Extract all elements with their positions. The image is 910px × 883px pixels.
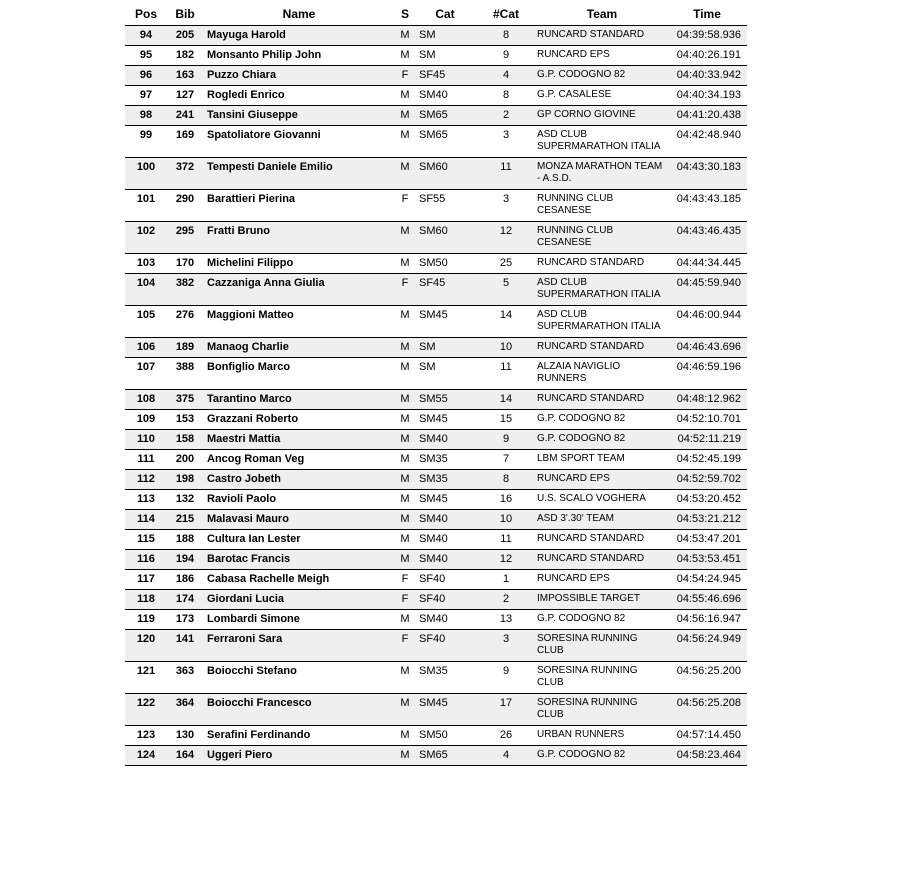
cell-sex: M <box>395 430 415 450</box>
table-row <box>125 662 747 694</box>
cell-bib: 189 <box>167 338 203 358</box>
cell-sex: M <box>395 746 415 766</box>
cell-bib: 170 <box>167 254 203 274</box>
cell-ncat: 11 <box>475 158 537 190</box>
cell-bib: 182 <box>167 46 203 66</box>
cell-time: 04:55:46.696 <box>667 590 747 610</box>
cell-pos: 115 <box>125 530 167 550</box>
cell-time: 04:48:12.962 <box>667 390 747 410</box>
cell-bib: 215 <box>167 510 203 530</box>
cell-pos: 98 <box>125 106 167 126</box>
cell-bib: 174 <box>167 590 203 610</box>
cell-ncat: 10 <box>475 338 537 358</box>
cell-team: GP CORNO GIOVINE <box>537 106 667 126</box>
cell-bib: 295 <box>167 222 203 254</box>
cell-cat: SM60 <box>415 222 475 254</box>
cell-bib: 130 <box>167 726 203 746</box>
cell-pos: 103 <box>125 254 167 274</box>
cell-ncat: 2 <box>475 590 537 610</box>
table-row <box>125 530 747 550</box>
cell-pos: 105 <box>125 306 167 338</box>
cell-team: RUNNING CLUB CESANESE <box>537 190 667 222</box>
cell-pos: 114 <box>125 510 167 530</box>
cell-name: Castro Jobeth <box>203 470 395 490</box>
cell-team: RUNCARD STANDARD <box>537 530 667 550</box>
cell-name: Ferraroni Sara <box>203 630 395 662</box>
cell-cat: SM55 <box>415 390 475 410</box>
cell-bib: 372 <box>167 158 203 190</box>
cell-team: G.P. CODOGNO 82 <box>537 66 667 86</box>
cell-ncat: 15 <box>475 410 537 430</box>
cell-time: 04:53:47.201 <box>667 530 747 550</box>
table-row <box>125 410 747 430</box>
cell-team: RUNCARD EPS <box>537 470 667 490</box>
table-row <box>125 390 747 410</box>
header-name: Name <box>203 3 395 26</box>
cell-name: Tarantino Marco <box>203 390 395 410</box>
cell-bib: 186 <box>167 570 203 590</box>
cell-team: RUNCARD STANDARD <box>537 26 667 46</box>
cell-ncat: 8 <box>475 86 537 106</box>
cell-sex: M <box>395 470 415 490</box>
cell-time: 04:41:20.438 <box>667 106 747 126</box>
cell-name: Mayuga Harold <box>203 26 395 46</box>
cell-sex: F <box>395 66 415 86</box>
cell-cat: SM35 <box>415 662 475 694</box>
results-sheet <box>125 3 747 766</box>
cell-pos: 119 <box>125 610 167 630</box>
cell-time: 04:58:23.464 <box>667 746 747 766</box>
cell-sex: M <box>395 106 415 126</box>
cell-sex: M <box>395 390 415 410</box>
table-row <box>125 26 747 46</box>
table-row <box>125 694 747 726</box>
cell-cat: SM45 <box>415 410 475 430</box>
cell-time: 04:43:43.185 <box>667 190 747 222</box>
cell-bib: 205 <box>167 26 203 46</box>
cell-sex: M <box>395 126 415 158</box>
cell-ncat: 11 <box>475 358 537 390</box>
cell-pos: 113 <box>125 490 167 510</box>
cell-ncat: 8 <box>475 26 537 46</box>
cell-name: Spatoliatore Giovanni <box>203 126 395 158</box>
cell-pos: 95 <box>125 46 167 66</box>
cell-pos: 120 <box>125 630 167 662</box>
table-row <box>125 222 747 254</box>
cell-pos: 124 <box>125 746 167 766</box>
cell-name: Ravioli Paolo <box>203 490 395 510</box>
cell-ncat: 1 <box>475 570 537 590</box>
table-row <box>125 86 747 106</box>
cell-sex: M <box>395 86 415 106</box>
cell-team: ASD 3'.30' TEAM <box>537 510 667 530</box>
cell-bib: 194 <box>167 550 203 570</box>
header-pos: Pos <box>125 3 167 26</box>
cell-bib: 169 <box>167 126 203 158</box>
cell-bib: 382 <box>167 274 203 306</box>
cell-name: Uggeri Piero <box>203 746 395 766</box>
cell-cat: SM40 <box>415 610 475 630</box>
cell-cat: SM50 <box>415 726 475 746</box>
cell-cat: SM40 <box>415 530 475 550</box>
cell-bib: 276 <box>167 306 203 338</box>
cell-name: Boiocchi Stefano <box>203 662 395 694</box>
cell-sex: F <box>395 274 415 306</box>
cell-pos: 106 <box>125 338 167 358</box>
cell-bib: 198 <box>167 470 203 490</box>
cell-name: Michelini Filippo <box>203 254 395 274</box>
cell-team: G.P. CODOGNO 82 <box>537 610 667 630</box>
table-row <box>125 158 747 190</box>
cell-ncat: 7 <box>475 450 537 470</box>
header-bib: Bib <box>167 3 203 26</box>
cell-time: 04:53:21.212 <box>667 510 747 530</box>
cell-time: 04:46:43.696 <box>667 338 747 358</box>
cell-team: IMPOSSIBLE TARGET <box>537 590 667 610</box>
cell-team: G.P. CODOGNO 82 <box>537 410 667 430</box>
cell-cat: SM65 <box>415 746 475 766</box>
cell-team: ASD CLUB SUPERMARATHON ITALIA <box>537 126 667 158</box>
cell-bib: 163 <box>167 66 203 86</box>
cell-time: 04:45:59.940 <box>667 274 747 306</box>
cell-sex: M <box>395 510 415 530</box>
cell-ncat: 3 <box>475 630 537 662</box>
cell-team: RUNCARD EPS <box>537 46 667 66</box>
cell-ncat: 14 <box>475 306 537 338</box>
table-row <box>125 306 747 338</box>
cell-sex: M <box>395 410 415 430</box>
cell-sex: M <box>395 338 415 358</box>
cell-name: Bonfiglio Marco <box>203 358 395 390</box>
header-team: Team <box>537 3 667 26</box>
cell-pos: 104 <box>125 274 167 306</box>
cell-name: Fratti Bruno <box>203 222 395 254</box>
table-row <box>125 358 747 390</box>
cell-sex: M <box>395 450 415 470</box>
cell-time: 04:56:25.208 <box>667 694 747 726</box>
cell-sex: M <box>395 530 415 550</box>
cell-pos: 108 <box>125 390 167 410</box>
cell-team: RUNCARD STANDARD <box>537 550 667 570</box>
header-cat: Cat <box>415 3 475 26</box>
cell-sex: F <box>395 630 415 662</box>
cell-ncat: 26 <box>475 726 537 746</box>
cell-bib: 388 <box>167 358 203 390</box>
cell-time: 04:52:10.701 <box>667 410 747 430</box>
cell-team: SORESINA RUNNING CLUB <box>537 630 667 662</box>
cell-ncat: 25 <box>475 254 537 274</box>
cell-ncat: 9 <box>475 430 537 450</box>
cell-cat: SM <box>415 46 475 66</box>
cell-name: Tansini Giuseppe <box>203 106 395 126</box>
cell-name: Maggioni Matteo <box>203 306 395 338</box>
table-row <box>125 106 747 126</box>
cell-time: 04:56:16.947 <box>667 610 747 630</box>
cell-ncat: 10 <box>475 510 537 530</box>
cell-pos: 102 <box>125 222 167 254</box>
cell-cat: SM35 <box>415 470 475 490</box>
cell-cat: SM <box>415 338 475 358</box>
cell-pos: 110 <box>125 430 167 450</box>
cell-ncat: 3 <box>475 126 537 158</box>
cell-cat: SM35 <box>415 450 475 470</box>
cell-ncat: 3 <box>475 190 537 222</box>
cell-cat: SM <box>415 358 475 390</box>
cell-cat: SM40 <box>415 550 475 570</box>
cell-team: LBM SPORT TEAM <box>537 450 667 470</box>
cell-bib: 375 <box>167 390 203 410</box>
cell-ncat: 2 <box>475 106 537 126</box>
cell-cat: SM65 <box>415 126 475 158</box>
table-row <box>125 590 747 610</box>
cell-sex: M <box>395 726 415 746</box>
cell-bib: 241 <box>167 106 203 126</box>
cell-cat: SF40 <box>415 570 475 590</box>
cell-bib: 290 <box>167 190 203 222</box>
cell-pos: 109 <box>125 410 167 430</box>
table-body <box>125 26 747 766</box>
cell-pos: 118 <box>125 590 167 610</box>
table-header <box>125 3 747 26</box>
cell-sex: M <box>395 222 415 254</box>
cell-bib: 188 <box>167 530 203 550</box>
table-row <box>125 726 747 746</box>
cell-bib: 173 <box>167 610 203 630</box>
cell-sex: F <box>395 570 415 590</box>
table-row <box>125 450 747 470</box>
cell-ncat: 4 <box>475 746 537 766</box>
cell-sex: M <box>395 662 415 694</box>
cell-time: 04:40:33.942 <box>667 66 747 86</box>
cell-cat: SF40 <box>415 590 475 610</box>
cell-name: Malavasi Mauro <box>203 510 395 530</box>
table-row <box>125 746 747 766</box>
cell-bib: 141 <box>167 630 203 662</box>
cell-team: RUNNING CLUB CESANESE <box>537 222 667 254</box>
table-row <box>125 510 747 530</box>
cell-bib: 200 <box>167 450 203 470</box>
cell-ncat: 14 <box>475 390 537 410</box>
cell-sex: F <box>395 190 415 222</box>
cell-name: Cultura Ian Lester <box>203 530 395 550</box>
cell-sex: M <box>395 254 415 274</box>
cell-name: Puzzo Chiara <box>203 66 395 86</box>
header-sex: S <box>395 3 415 26</box>
cell-pos: 117 <box>125 570 167 590</box>
header-row <box>125 3 747 26</box>
table-row <box>125 126 747 158</box>
cell-pos: 99 <box>125 126 167 158</box>
table-row <box>125 338 747 358</box>
cell-bib: 132 <box>167 490 203 510</box>
cell-cat: SM <box>415 26 475 46</box>
cell-team: U.S. SCALO VOGHERA <box>537 490 667 510</box>
header-ncat: #Cat <box>475 3 537 26</box>
cell-cat: SM45 <box>415 694 475 726</box>
cell-cat: SF40 <box>415 630 475 662</box>
table-row <box>125 610 747 630</box>
cell-pos: 100 <box>125 158 167 190</box>
cell-time: 04:40:26.191 <box>667 46 747 66</box>
cell-cat: SM60 <box>415 158 475 190</box>
cell-ncat: 11 <box>475 530 537 550</box>
table-row <box>125 570 747 590</box>
cell-bib: 153 <box>167 410 203 430</box>
cell-name: Barotac Francis <box>203 550 395 570</box>
cell-cat: SM50 <box>415 254 475 274</box>
table-row <box>125 190 747 222</box>
cell-team: G.P. CODOGNO 82 <box>537 430 667 450</box>
cell-name: Maestri Mattia <box>203 430 395 450</box>
cell-team: URBAN RUNNERS <box>537 726 667 746</box>
table-row <box>125 274 747 306</box>
cell-ncat: 9 <box>475 662 537 694</box>
table-row <box>125 66 747 86</box>
cell-name: Giordani Lucia <box>203 590 395 610</box>
cell-sex: M <box>395 550 415 570</box>
cell-time: 04:52:45.199 <box>667 450 747 470</box>
cell-team: MONZA MARATHON TEAM - A.S.D. <box>537 158 667 190</box>
cell-sex: M <box>395 694 415 726</box>
cell-time: 04:53:20.452 <box>667 490 747 510</box>
cell-pos: 107 <box>125 358 167 390</box>
cell-sex: M <box>395 358 415 390</box>
cell-time: 04:46:00.944 <box>667 306 747 338</box>
cell-name: Cabasa Rachelle Meigh <box>203 570 395 590</box>
cell-bib: 158 <box>167 430 203 450</box>
table-row <box>125 630 747 662</box>
cell-team: RUNCARD STANDARD <box>537 254 667 274</box>
cell-ncat: 5 <box>475 274 537 306</box>
cell-sex: M <box>395 46 415 66</box>
cell-time: 04:56:25.200 <box>667 662 747 694</box>
cell-bib: 127 <box>167 86 203 106</box>
cell-pos: 112 <box>125 470 167 490</box>
cell-team: SORESINA RUNNING CLUB <box>537 694 667 726</box>
cell-sex: M <box>395 306 415 338</box>
cell-time: 04:43:46.435 <box>667 222 747 254</box>
cell-pos: 111 <box>125 450 167 470</box>
cell-time: 04:44:34.445 <box>667 254 747 274</box>
cell-sex: M <box>395 490 415 510</box>
cell-name: Lombardi Simone <box>203 610 395 630</box>
cell-ncat: 12 <box>475 550 537 570</box>
cell-cat: SF45 <box>415 274 475 306</box>
cell-team: ALZAIA NAVIGLIO RUNNERS <box>537 358 667 390</box>
cell-pos: 121 <box>125 662 167 694</box>
cell-name: Cazzaniga Anna Giulia <box>203 274 395 306</box>
results-table <box>125 3 747 766</box>
cell-time: 04:52:11.219 <box>667 430 747 450</box>
cell-pos: 96 <box>125 66 167 86</box>
cell-pos: 97 <box>125 86 167 106</box>
cell-team: SORESINA RUNNING CLUB <box>537 662 667 694</box>
cell-cat: SM45 <box>415 306 475 338</box>
table-row <box>125 430 747 450</box>
table-row <box>125 490 747 510</box>
cell-team: G.P. CODOGNO 82 <box>537 746 667 766</box>
cell-pos: 94 <box>125 26 167 46</box>
cell-time: 04:52:59.702 <box>667 470 747 490</box>
cell-team: G.P. CASALESE <box>537 86 667 106</box>
cell-time: 04:46:59.196 <box>667 358 747 390</box>
table-row <box>125 550 747 570</box>
cell-name: Ancog Roman Veg <box>203 450 395 470</box>
cell-pos: 116 <box>125 550 167 570</box>
cell-ncat: 16 <box>475 490 537 510</box>
cell-ncat: 13 <box>475 610 537 630</box>
cell-name: Barattieri Pierina <box>203 190 395 222</box>
cell-time: 04:43:30.183 <box>667 158 747 190</box>
cell-pos: 101 <box>125 190 167 222</box>
cell-team: ASD CLUB SUPERMARATHON ITALIA <box>537 274 667 306</box>
table-row <box>125 470 747 490</box>
cell-sex: F <box>395 590 415 610</box>
cell-name: Manaog Charlie <box>203 338 395 358</box>
cell-team: RUNCARD STANDARD <box>537 390 667 410</box>
table-row <box>125 254 747 274</box>
cell-ncat: 17 <box>475 694 537 726</box>
cell-name: Serafini Ferdinando <box>203 726 395 746</box>
cell-bib: 363 <box>167 662 203 694</box>
cell-name: Boiocchi Francesco <box>203 694 395 726</box>
cell-pos: 122 <box>125 694 167 726</box>
cell-name: Monsanto Philip John <box>203 46 395 66</box>
cell-time: 04:40:34.193 <box>667 86 747 106</box>
cell-name: Grazzani Roberto <box>203 410 395 430</box>
cell-cat: SF45 <box>415 66 475 86</box>
cell-team: RUNCARD STANDARD <box>537 338 667 358</box>
cell-time: 04:56:24.949 <box>667 630 747 662</box>
cell-cat: SM40 <box>415 430 475 450</box>
header-time: Time <box>667 3 747 26</box>
cell-ncat: 9 <box>475 46 537 66</box>
cell-bib: 364 <box>167 694 203 726</box>
cell-team: RUNCARD EPS <box>537 570 667 590</box>
cell-time: 04:42:48.940 <box>667 126 747 158</box>
cell-time: 04:39:58.936 <box>667 26 747 46</box>
cell-cat: SM45 <box>415 490 475 510</box>
cell-cat: SM40 <box>415 510 475 530</box>
cell-cat: SF55 <box>415 190 475 222</box>
cell-time: 04:54:24.945 <box>667 570 747 590</box>
cell-time: 04:53:53.451 <box>667 550 747 570</box>
cell-cat: SM65 <box>415 106 475 126</box>
cell-sex: M <box>395 26 415 46</box>
cell-bib: 164 <box>167 746 203 766</box>
table-row <box>125 46 747 66</box>
cell-pos: 123 <box>125 726 167 746</box>
cell-name: Rogledi Enrico <box>203 86 395 106</box>
cell-ncat: 4 <box>475 66 537 86</box>
cell-sex: M <box>395 610 415 630</box>
cell-ncat: 12 <box>475 222 537 254</box>
cell-cat: SM40 <box>415 86 475 106</box>
cell-ncat: 8 <box>475 470 537 490</box>
cell-sex: M <box>395 158 415 190</box>
cell-team: ASD CLUB SUPERMARATHON ITALIA <box>537 306 667 338</box>
cell-name: Tempesti Daniele Emilio <box>203 158 395 190</box>
cell-time: 04:57:14.450 <box>667 726 747 746</box>
